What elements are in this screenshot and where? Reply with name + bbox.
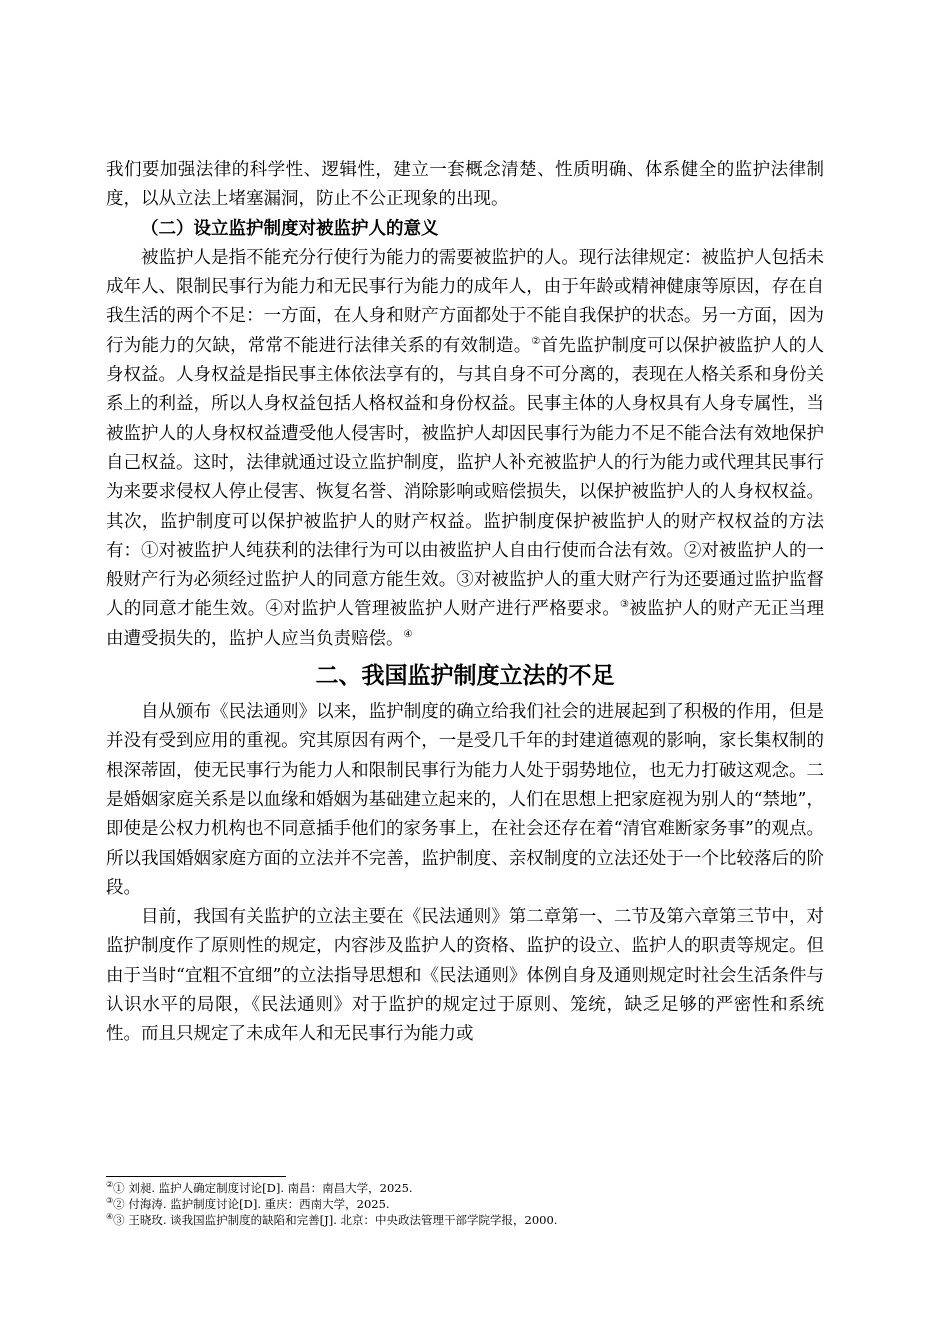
footnote-text: ② 付海涛. 监护制度讨论[D]. 重庆：西南大学，2025.	[113, 1197, 390, 1211]
footnote-mark: ④	[106, 1212, 114, 1222]
footnotes	[106, 1180, 824, 1228]
footnote-ref: ④	[403, 628, 413, 640]
footnote-item	[106, 1212, 824, 1228]
footnote-item	[106, 1180, 824, 1196]
paragraph-history: 自从颁布《民法通则》以来，监护制度的确立给我们社会的进展起到了积极的作用，但是并没有受到应用的重视。究其原因有两个，一是受几千年的封建道德观的影响，家长集权制的根深蒂固，使无民事行为能力人和限制民事行为能力人处于弱势地位，也无力打破这观念。二是婚姻家庭关系是以血缘和婚姻为基础建立起来的，人们在思想上把家庭视为别人的“禁地”，即使是公权力机构也不同意插手他们的家务事上，在社会还存在着“清官难断家务事”的观点。所以我国婚姻家庭方面的立法并不完善，监护制度、亲权制度的立法还处于一个比较落后的阶段。	[106, 702, 824, 898]
footnote-ref: ③	[620, 599, 630, 611]
subheading: （二）设立监护制度对被监护人的意义	[141, 218, 439, 239]
paragraph-text: 被监护人是指不能充分行使行为能力的需要被监护的人。现行法律规定：被监护人包括未成年人、限制民事行为能力和无民事行为能力的成年人，由于年龄或精神健康等原因，存在自我生活的两个不足：一方面，在人身和财产方面都处于不能自我保护的状态。另一方面，因为行为能力的欠缺，常常不能进行法律关系的有效制造。	[106, 247, 824, 356]
footnote-ref: ②	[531, 335, 541, 347]
paragraph-ward-significance	[106, 244, 824, 654]
paragraph-current-law: 目前，我国有关监护的立法主要在《民法通则》第二章第一、二节及第六章第三节中，对监护制度作了原则性的规定，内容涉及监护人的资格、监护的设立、监护人的职责等规定。但由于当时“宜粗不宜细”的立法指导思想和《民法通则》体例自身及通则规定时社会生活条件与认识水平的局限，《民法通则》对于监护的规定过于原则、笼统，缺乏足够的严密性和系统性。而且只规定了未成年人和无民事行为能力或	[106, 907, 824, 1045]
paragraph-continued: 我们要加强法律的科学性、逻辑性，建立一套概念清楚、性质明确、体系健全的监护法律制度，以从立法上堵塞漏洞，防止不公正现象的出现。	[106, 160, 824, 210]
body-text	[106, 156, 824, 1050]
footnote-divider	[106, 1176, 286, 1177]
paragraph-text: 被监护人的财产无正当理由遭受损失的，监护人应当负责赔偿。	[106, 599, 825, 649]
footnote-text: ③ 王晓玫. 谈我国监护制度的缺陷和完善[J]. 北京：中央政法管理干部学院学报，2000.	[113, 1213, 558, 1227]
footnote-text: ① 刘昶. 监护人确定制度讨论[D]. 南昌：南昌大学，2025.	[113, 1181, 413, 1195]
section-title: 二、我国监护制度立法的不足	[315, 663, 615, 690]
footnote-mark: ②	[106, 1180, 114, 1190]
footnote-mark: ③	[106, 1196, 114, 1206]
footnote-item	[106, 1196, 824, 1212]
paragraph-text: 首先监护制度可以保护被监护人的人身权益。人身权益是指民事主体依法享有的，与其自身不可分离的，表现在人格关系和身份关系上的利益，所以人身权益包括人格权益和身份权益。民事主体的人身权具有人身专属性，当被监护人的人身权权益遭受他人侵害时，被监护人却因民事行为能力不足不能合法有效地保护自己权益。这时，法律就通过设立监护制度，监护人补充被监护人的行为能力或代理其民事行为来要求侵权人停止侵害、恢复名誉、消除影响或赔偿损失，以保护被监护人的人身权权益。其次，监护制度可以保护被监护人的财产权益。监护制度保护被监护人的财产权权益的方法有：①对被监护人纯获利的法律行为可以由被监护人自由行使而合法有效。②对被监护人的一般财产行为必须经过监护人的同意方能生效。③对被监护人的重大财产行为还要通过监护监督人的同意才能生效。④对监护人管理被监护人财产进行严格要求。	[106, 335, 825, 620]
